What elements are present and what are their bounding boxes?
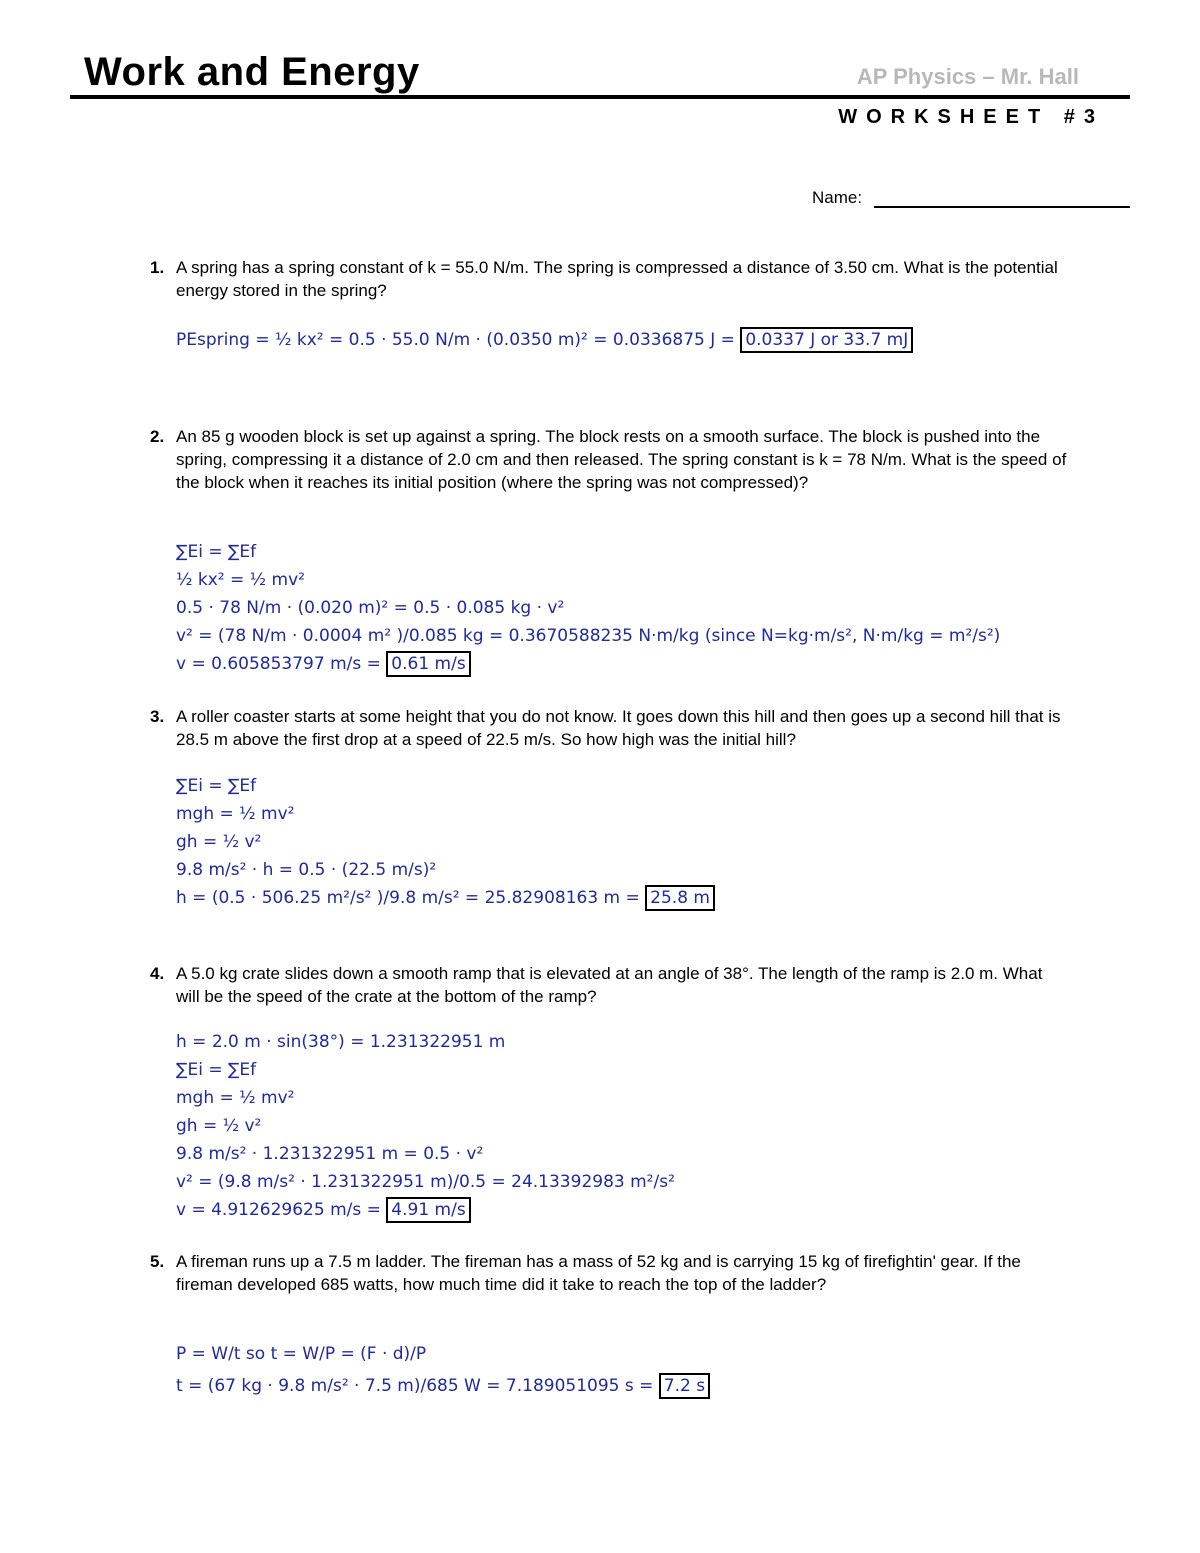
question-5	[150, 1250, 1070, 1296]
answer-box: 25.8 m	[645, 885, 715, 911]
answer-box: 0.61 m/s	[386, 651, 470, 677]
solution-line: h = (0.5 · 506.25 m²/s² )/9.8 m/s² = 25.82908163 m = 25.8 m	[176, 884, 715, 912]
solution-line: 9.8 m/s² · h = 0.5 · (22.5 m/s)²	[176, 860, 437, 880]
solution-line: v² = (9.8 m/s² · 1.231322951 m)/0.5 = 24.13392983 m²/s²	[176, 1172, 675, 1192]
answer-box: 4.91 m/s	[386, 1197, 470, 1223]
solution-line: ∑Ei = ∑Ef	[176, 776, 257, 796]
name-label: Name:	[812, 188, 863, 207]
solution-line: 9.8 m/s² · 1.231322951 m = 0.5 · v²	[176, 1144, 484, 1164]
solution-line: gh = ½ v²	[176, 832, 262, 852]
solution-5	[176, 1340, 710, 1400]
name-field[interactable]	[874, 206, 1130, 208]
question-3	[150, 705, 1070, 751]
solution-4	[176, 1028, 675, 1224]
solution-line: v = 0.605853797 m/s = 0.61 m/s	[176, 650, 1000, 678]
question-1	[150, 256, 1070, 302]
question-number: 1.	[150, 258, 165, 277]
solution-line: ½ kx² = ½ mv²	[176, 570, 305, 590]
solution-line: PEspring = ½ kx² = 0.5 · 55.0 N/m · (0.0350 m)² = 0.0336875 J = 0.0337 J or 33.7 mJ	[176, 326, 913, 354]
page-title: Work and Energy	[84, 50, 420, 94]
question-number: 5.	[150, 1252, 165, 1271]
solution-line: v² = (78 N/m · 0.0004 m² )/0.085 kg = 0.3670588235 N·m/kg (since N=kg·m/s², N·m/kg = m²/s²)	[176, 626, 1001, 646]
header-rule	[70, 95, 1130, 99]
question-text: An 85 g wooden block is set up against a spring. The block rests on a smooth surface. The block is pushed into the spring, compressing it a distance of 2.0 cm and then released. The spring constant is k = 78 N/m. What is the speed of the block when it reaches its initial position (where the spring was not compressed)?	[176, 427, 1067, 492]
solution-line: ∑Ei = ∑Ef	[176, 542, 257, 562]
solution-line: v = 4.912629625 m/s = 4.91 m/s	[176, 1196, 675, 1224]
question-number: 4.	[150, 964, 165, 983]
worksheet-label: WORKSHEET #3	[838, 106, 1104, 128]
question-text: A 5.0 kg crate slides down a smooth ramp that is elevated at an angle of 38°. The length of the ramp is 2.0 m. What will be the speed of the crate at the bottom of the ramp?	[176, 964, 1043, 1006]
solution-line: mgh = ½ mv²	[176, 804, 295, 824]
course-label: AP Physics – Mr. Hall	[856, 64, 1079, 89]
solution-line: t = (67 kg · 9.8 m/s² · 7.5 m)/685 W = 7.189051095 s = 7.2 s	[176, 1372, 710, 1400]
solution-line: mgh = ½ mv²	[176, 1088, 295, 1108]
answer-box: 7.2 s	[659, 1373, 710, 1399]
question-number: 2.	[150, 427, 165, 446]
solution-line: h = 2.0 m · sin(38°) = 1.231322951 m	[176, 1032, 506, 1052]
solution-line: gh = ½ v²	[176, 1116, 262, 1136]
answer-box: 0.0337 J or 33.7 mJ	[740, 327, 913, 353]
question-text: A roller coaster starts at some height that you do not know. It goes down this hill and then goes up a second hill that is 28.5 m above the first drop at a speed of 22.5 m/s. So how high was the initial hill?	[176, 707, 1061, 749]
question-text: A spring has a spring constant of k = 55.0 N/m. The spring is compressed a distance of 3.50 cm. What is the potential energy stored in the spring?	[176, 258, 1058, 300]
question-4	[150, 962, 1070, 1008]
solution-1	[176, 326, 913, 354]
question-number: 3.	[150, 707, 165, 726]
question-text: A fireman runs up a 7.5 m ladder. The fireman has a mass of 52 kg and is carrying 15 kg of firefightin' gear. If the fireman developed 685 watts, how much time did it take to reach the top of the ladder?	[176, 1252, 1021, 1294]
solution-2	[176, 538, 1000, 678]
solution-line: 0.5 · 78 N/m · (0.020 m)² = 0.5 · 0.085 kg · v²	[176, 598, 565, 618]
solution-3	[176, 772, 715, 912]
solution-line: ∑Ei = ∑Ef	[176, 1060, 257, 1080]
question-2	[150, 425, 1070, 494]
solution-line: P = W/t so t = W/P = (F · d)/P	[176, 1344, 427, 1364]
